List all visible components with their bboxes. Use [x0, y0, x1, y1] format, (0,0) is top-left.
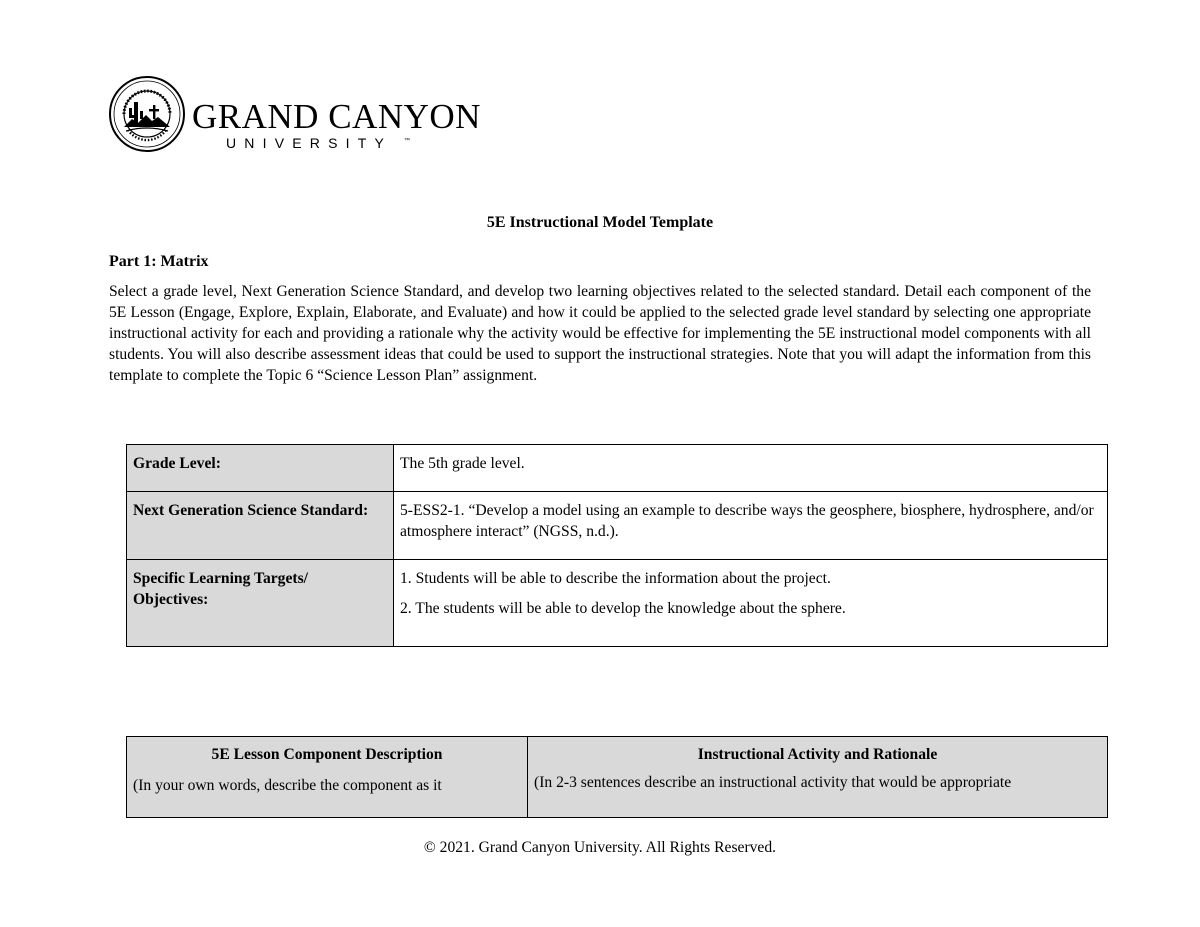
standard-value[interactable]: 5-ESS2-1. “Develop a model using an example to describe ways the geosphere, biosphere, hydrosphere, and/or atmosphere interact” (NGSS, n.d.). — [394, 492, 1108, 560]
instructions-paragraph: Select a grade level, Next Generation Science Standard, and develop two learning objectives related to the selected standard. Detail each component of the 5E Lesson (Engage, Explore, Explain, Elaborate, and Evaluate) and how it could be applied to the selected grade level standard by selecting one appropriate instructional activity for each and providing a rationale why the activity would be effective for implementing the 5E instructional model components with all students. You will also describe assessment ideas that could be used to support the instructional strategies. Note that you will adapt the information from this template to complete the Topic 6 “Science Lesson Plan” assignment. — [109, 283, 1091, 384]
standard-row — [127, 492, 1108, 560]
copyright-footer: © 2021. Grand Canyon University. All Rights Reserved. — [423, 839, 777, 856]
grade-level-row — [127, 445, 1108, 492]
grade-level-value[interactable]: The 5th grade level. — [394, 445, 1108, 492]
objectives-value[interactable] — [394, 560, 1108, 647]
activity-rationale-header-cell — [528, 737, 1108, 818]
standards-table — [126, 444, 1108, 647]
grade-level-label: Grade Level: — [127, 445, 394, 492]
component-description-header: 5E Lesson Component Description — [211, 746, 443, 763]
component-description-header-cell — [127, 737, 528, 818]
university-logo — [108, 75, 481, 155]
objectives-label: Specific Learning Targets/ Objectives: — [127, 560, 394, 647]
logo-wordmark: GRAND CANYON — [192, 97, 481, 136]
document-title: 5E Instructional Model Template — [486, 214, 714, 231]
component-description-instructions: (In your own words, describe the component as it — [133, 777, 442, 794]
objective-item: 1. Students will be able to describe the information about the project. — [400, 570, 831, 587]
logo-subtitle: UNIVERSITY — [226, 135, 393, 151]
logo-trademark: ™ — [404, 138, 410, 144]
activity-rationale-instructions: (In 2-3 sentences describe an instructional activity that would be appropriate — [534, 774, 1012, 791]
component-table — [126, 736, 1108, 818]
part-heading: Part 1: Matrix — [109, 253, 209, 270]
university-seal-icon — [108, 75, 186, 153]
objective-item: 2. The students will be able to develop the knowledge about the sphere. — [400, 600, 846, 617]
component-header-row — [127, 737, 1108, 818]
activity-rationale-header: Instructional Activity and Rationale — [697, 746, 938, 763]
standard-label: Next Generation Science Standard: — [127, 492, 394, 560]
objectives-row — [127, 560, 1108, 647]
